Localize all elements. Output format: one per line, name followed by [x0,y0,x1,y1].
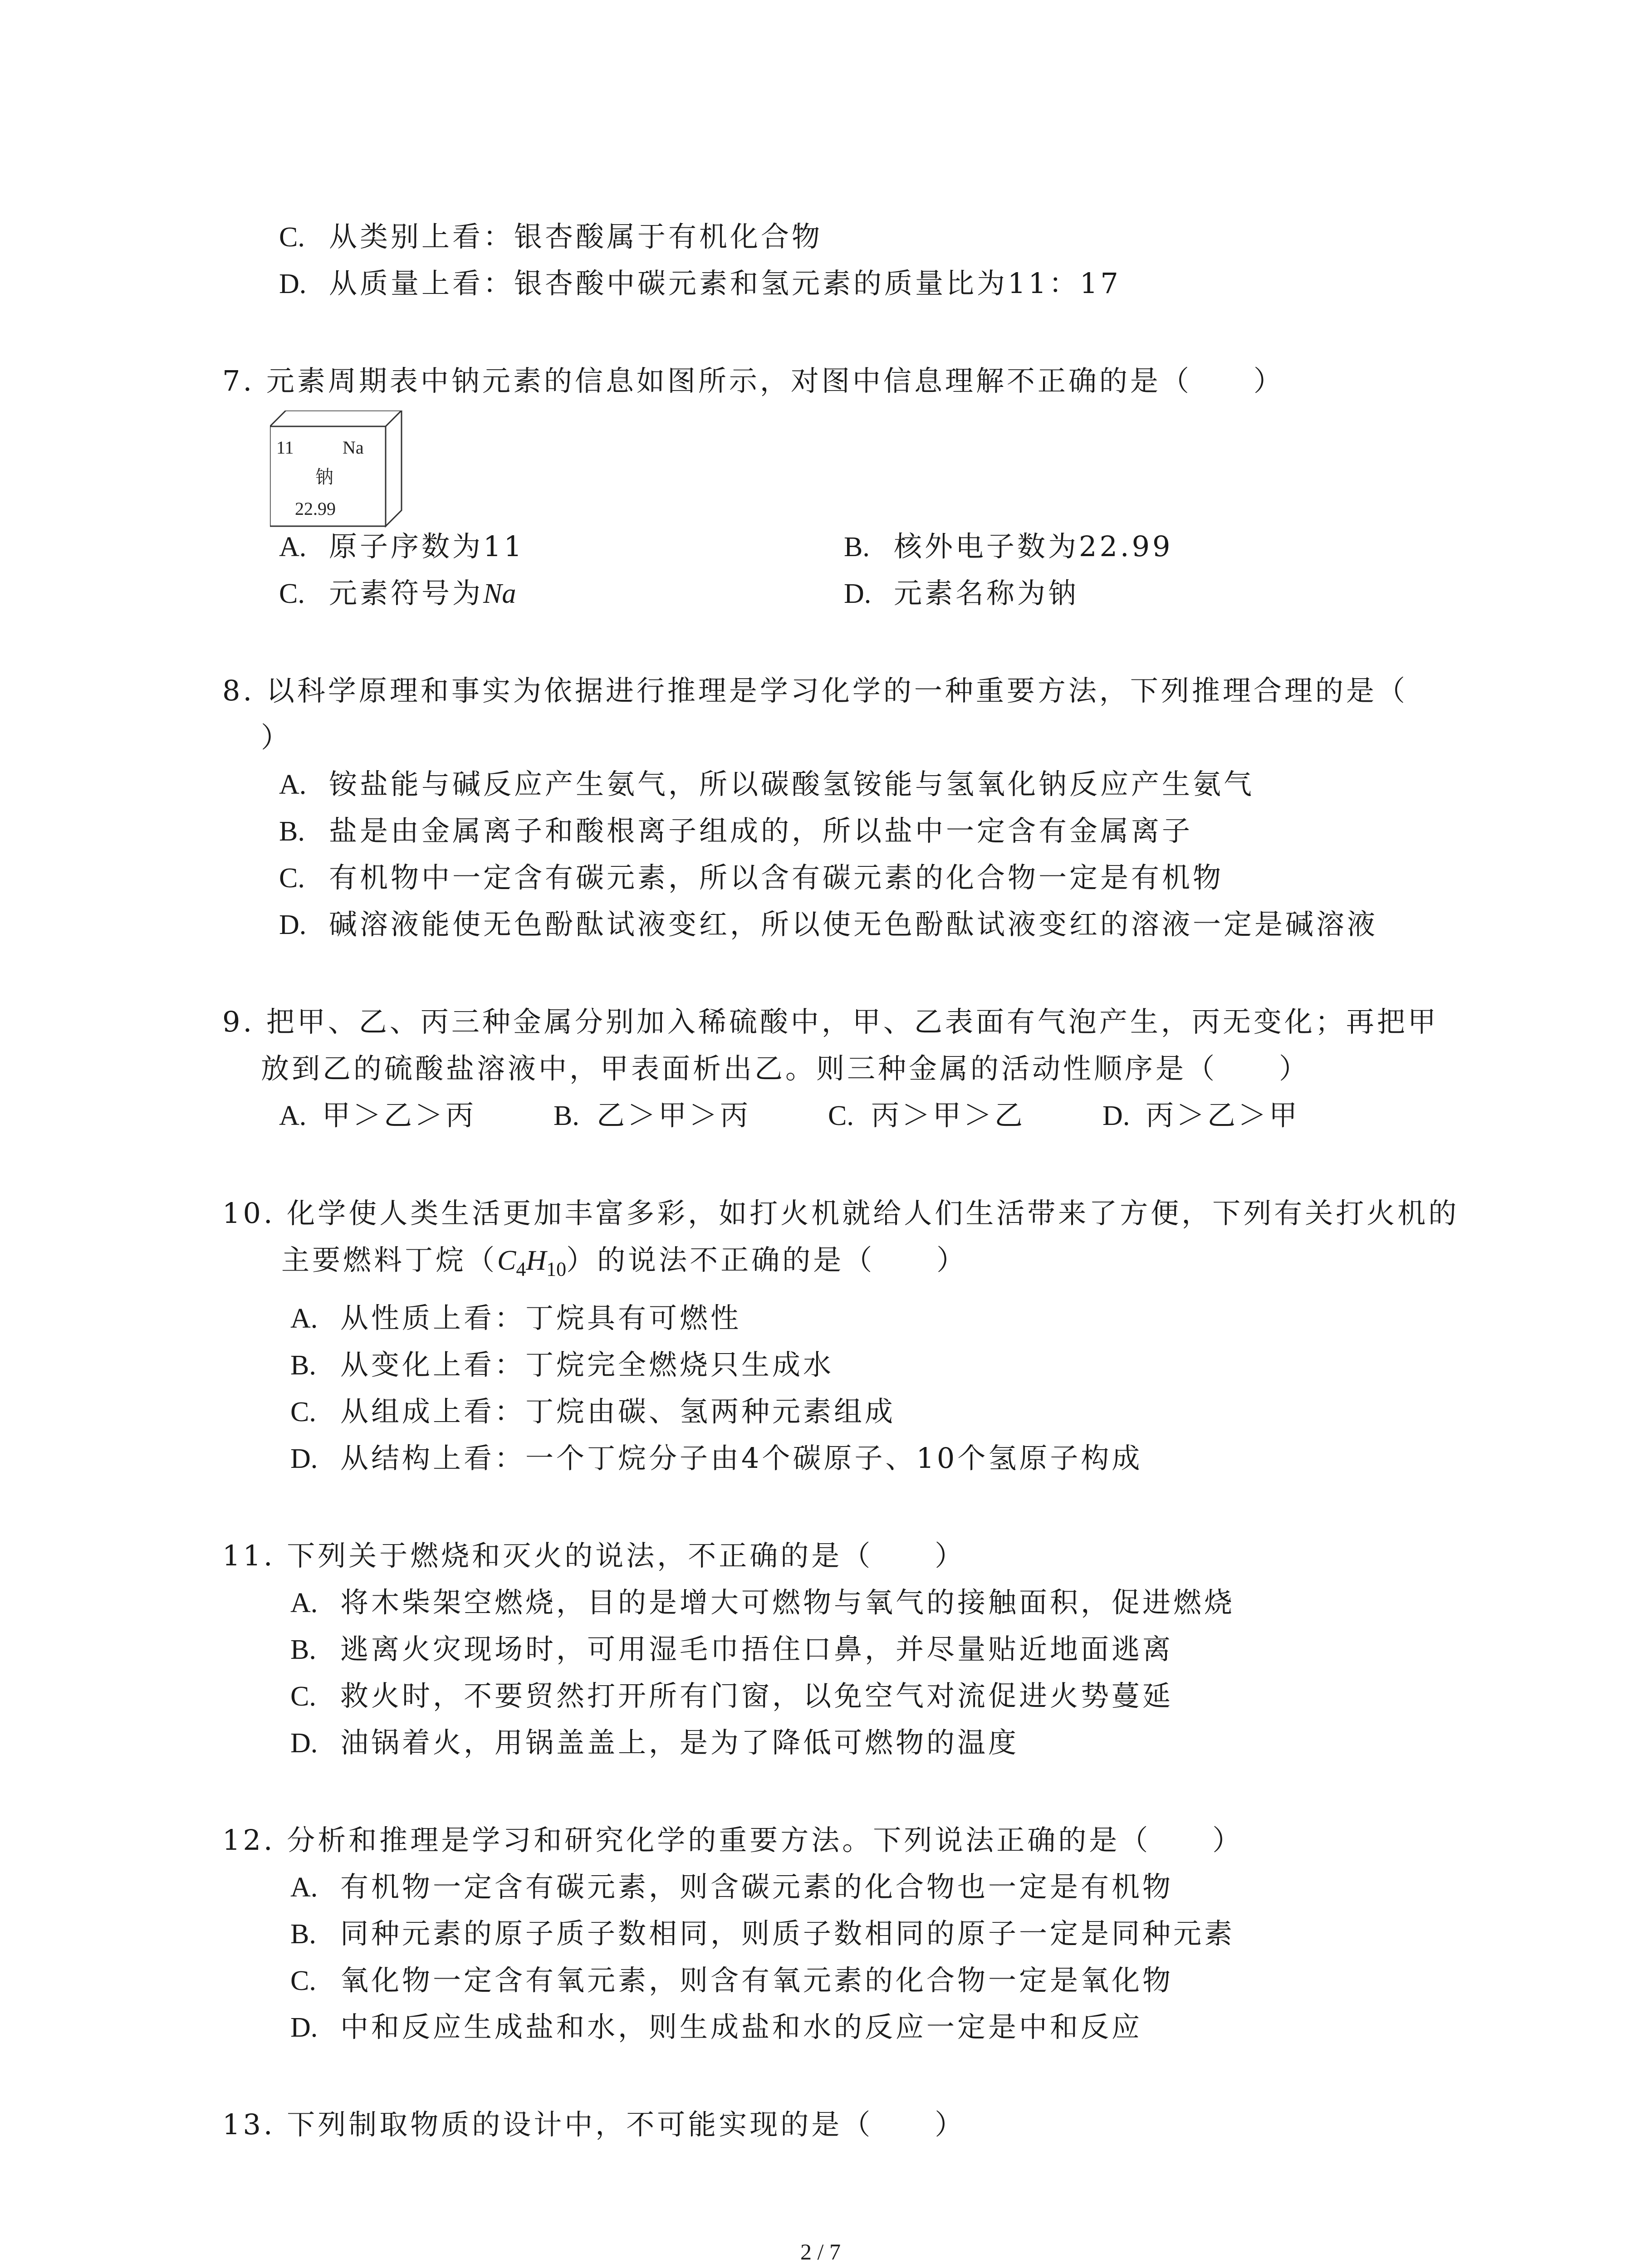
q10-stem: 10. 化学使人类生活更加丰富多彩，如打火机就给人们生活带来了方便，下列有关打火机的 [222,1197,1460,1230]
q10-option-c: C. 从组成上看：丁烷由碳、氢两种元素组成 [290,1395,896,1428]
q13-stem: 13. 下列制取物质的设计中，不可能实现的是（ ） [222,2108,966,2141]
q10-option-b: B. 从变化上看：丁烷完全燃烧只生成水 [290,1348,834,1381]
q10-option-d: D. 从结构上看：一个丁烷分子由4个碳原子、10个氢原子构成 [290,1442,1143,1475]
butane-formula: $C_4H_{10}$ [497,1245,567,1281]
q12-option-b: B. 同种元素的原子质子数相同，则质子数相同的原子一定是同种元素 [290,1917,1235,1950]
q9-stem-cont: 放到乙的硫酸盐溶液中，甲表面析出乙。则三种金属的活动性顺序是（ ） [261,1052,1310,1085]
q8-stem: 8. 以科学原理和事实为依据进行推理是学习化学的一种重要方法，下列推理合理的是（ [222,674,1408,707]
q7-stem: 7. 元素周期表中钠元素的信息如图所示，对图中信息理解不正确的是（ ） [222,364,1284,397]
element-card-frame [270,411,406,528]
element-name: 钠 [315,467,333,488]
q11-option-d: D. 油锅着火，用锅盖盖上，是为了降低可燃物的温度 [290,1726,1019,1759]
q11-option-b: B. 逃离火灾现场时，可用湿毛巾捂住口鼻，并尽量贴近地面逃离 [290,1633,1174,1666]
page-number: 2 / 7 [800,2239,841,2264]
q11-stem: 11. 下列关于燃烧和灭火的说法，不正确的是（ ） [222,1539,966,1572]
q6-option-c: C. 从类别上看：银杏酸属于有机化合物 [279,220,823,253]
q9-option-b: B. 乙＞甲＞丙 [554,1099,751,1132]
q9-option-a: A. 甲＞乙＞丙 [279,1099,477,1132]
q12-option-a: A. 有机物一定含有碳元素，则含碳元素的化合物也一定是有机物 [290,1870,1174,1903]
q9-stem: 9. 把甲、乙、丙三种金属分别加入稀硫酸中，甲、乙表面有气泡产生，丙无变化；再把甲 [222,1005,1439,1038]
q8-stem-cont: ） [261,721,292,754]
element-symbol: Na [343,437,364,458]
element-atomic-mass: 22.99 [295,499,336,519]
q11-option-a: A. 将木柴架空燃烧，目的是增大可燃物与氧气的接触面积，促进燃烧 [290,1586,1235,1619]
q10-option-a: A. 从性质上看：丁烷具有可燃性 [290,1301,742,1334]
q12-stem: 12. 分析和推理是学习和研究化学的重要方法。下列说法正确的是（ ） [222,1823,1244,1857]
sodium-element-card [270,411,406,528]
q7-option-a: A. 原子序数为11 [279,530,524,563]
element-atomic-number: 11 [276,437,294,458]
q6-option-d: D. 从质量上看：银杏酸中碳元素和氢元素的质量比为11：17 [279,267,1121,300]
q9-options [279,1097,1377,1134]
q7-option-d: D. 元素名称为钠 [844,577,1079,610]
q10-stem-cont: 主要燃料丁烷$(C_4H_{10})$的说法不正确的是（ ） [281,1243,968,1281]
q11-option-c: C. 救火时，不要贸然打开所有门窗，以免空气对流促进火势蔓延 [290,1679,1174,1712]
q12-option-c: C. 氧化物一定含有氧元素，则含有氧元素的化合物一定是氧化物 [290,1964,1174,1997]
q9-option-d: D. 丙＞乙＞甲 [1102,1099,1300,1132]
q12-option-d: D. 中和反应生成盐和水，则生成盐和水的反应一定是中和反应 [290,2010,1143,2043]
q8-option-a: A. 铵盐能与碱反应产生氨气，所以碳酸氢铵能与氢氧化钠反应产生氨气 [279,767,1255,801]
q8-option-d: D. 碱溶液能使无色酚酞试液变红，所以使无色酚酞试液变红的溶液一定是碱溶液 [279,908,1378,941]
q8-option-b: B. 盐是由金属离子和酸根离子组成的，所以盐中一定含有金属离子 [279,814,1193,847]
q7-option-c: C. 元素符号为Na [279,577,516,610]
q7-option-b: B. 核外电子数为22.99 [844,530,1173,563]
q8-option-c: C. 有机物中一定含有碳元素，所以含有碳元素的化合物一定是有机物 [279,861,1224,894]
q9-option-c: C. 丙＞甲＞乙 [828,1099,1026,1132]
